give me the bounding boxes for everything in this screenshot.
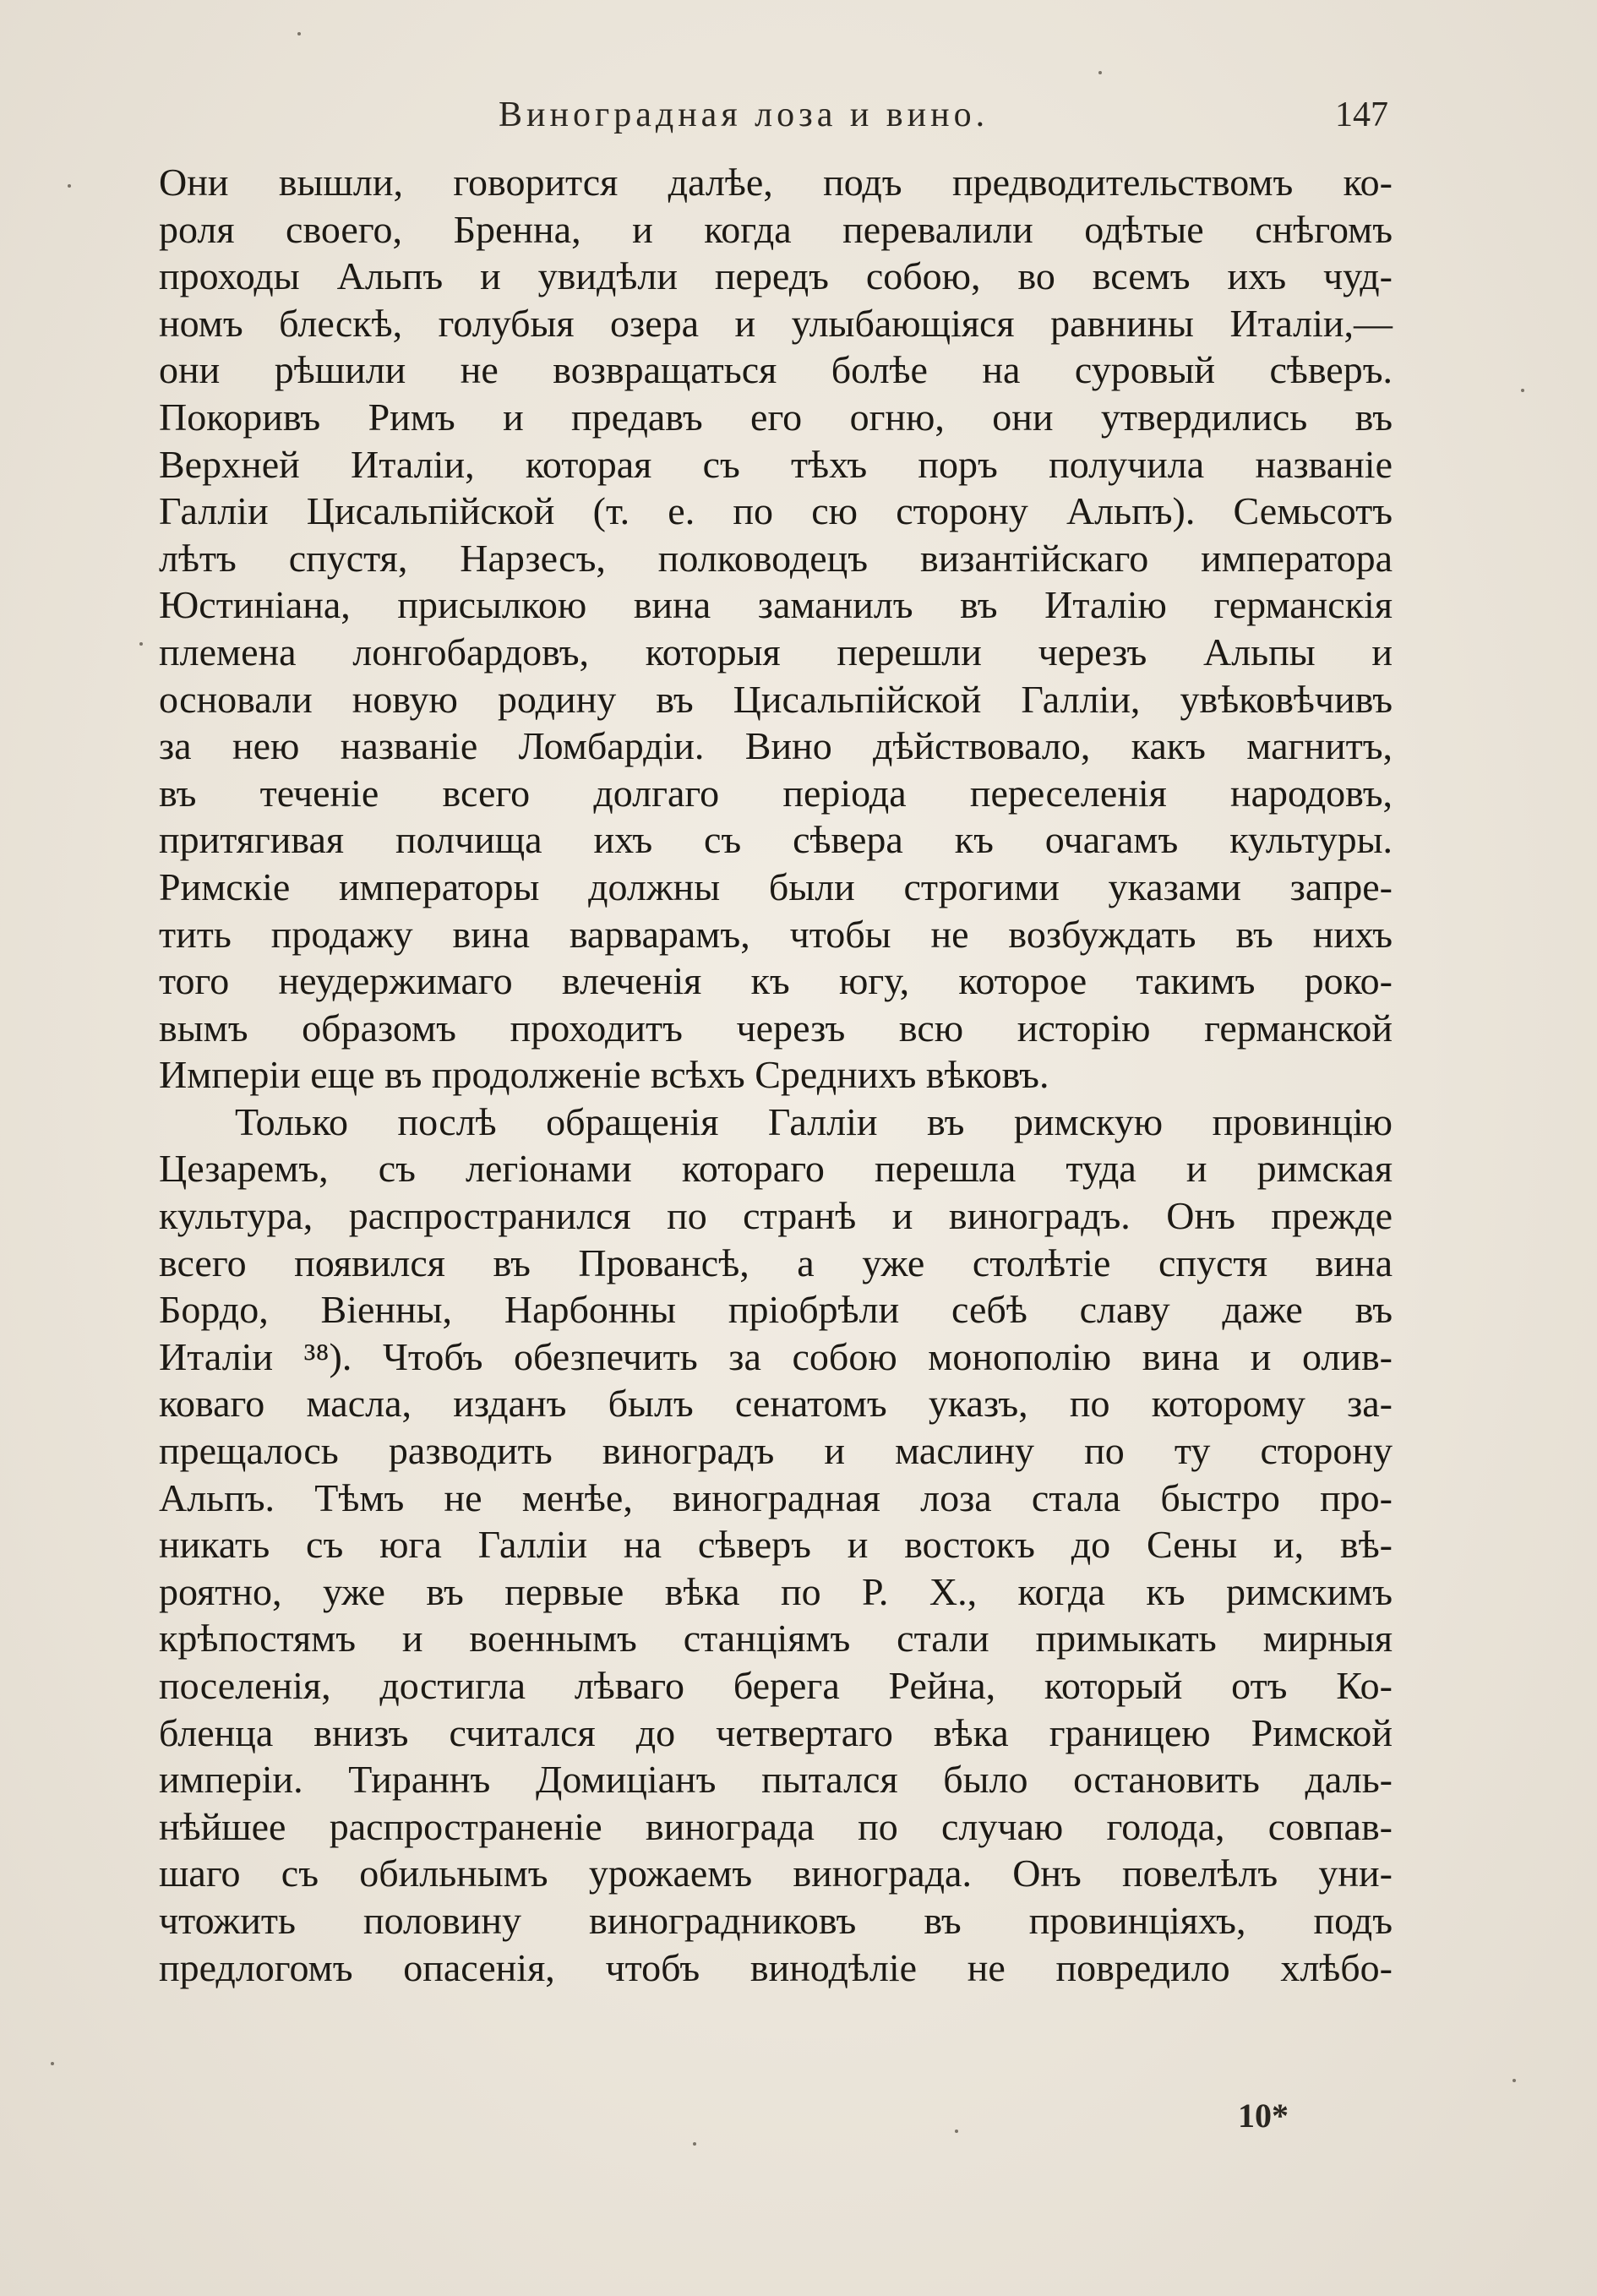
text-line: поселенія, достигла лѣваго берега Рейна, который отъ Ко- <box>159 1664 1393 1707</box>
paragraph-first-line: Только послѣ обращенія Галліи въ римскую провинцію <box>235 1099 1393 1143</box>
body-text <box>159 159 1393 1991</box>
text-line: лѣтъ спустя, Нарзесъ, полководецъ византійскаго императора <box>159 536 1393 580</box>
text-line: того неудержимаго влеченія къ югу, которое такимъ роко- <box>159 959 1393 1003</box>
dust-speck <box>955 2130 958 2133</box>
text-line: предлогомъ опасенія, чтобъ винодѣліе не повредило хлѣбо- <box>159 1945 1393 1989</box>
running-title: Виноградная лоза и вино. <box>499 95 989 134</box>
text-line: Покоривъ Римъ и предавъ его огню, они утвердились въ <box>159 395 1393 439</box>
text-line: Италіи ³⁸). Чтобъ обезпечить за собою монополію вина и олив- <box>159 1334 1393 1378</box>
text-line: Галліи Цисальпійской (т. е. по сю сторону Альпъ). Семьсотъ <box>159 489 1393 533</box>
text-line: крѣпостямъ и военнымъ станціямъ стали примыкать мирныя <box>159 1617 1393 1661</box>
text-line: проходы Альпъ и увидѣли передъ собою, во всемъ ихъ чуд- <box>159 254 1393 298</box>
dust-speck <box>1513 2079 1516 2082</box>
text-line: шаго съ обильнымъ урожаемъ винограда. Онъ повелѣлъ уни- <box>159 1852 1393 1895</box>
dust-speck <box>68 184 71 188</box>
text-line: номъ блескѣ, голубыя озера и улыбающіяся равнины Италіи,— <box>159 301 1393 345</box>
text-line: бленца внизъ считался до четвертаго вѣка границею Римской <box>159 1710 1393 1754</box>
page-number: 147 <box>1335 95 1388 134</box>
text-line: роля своего, Бренна, и когда перевалили одѣтые снѣгомъ <box>159 207 1393 251</box>
text-line: нѣйшее распространеніе винограда по случаю голода, совпав- <box>159 1804 1393 1848</box>
text-line: основали новую родину въ Цисальпійской Галліи, увѣковѣчивъ <box>159 677 1393 721</box>
text-line: Римскіе императоры должны были строгими указами запре- <box>159 864 1393 908</box>
text-line: коваго масла, изданъ былъ сенатомъ указъ, по которому за- <box>159 1382 1393 1426</box>
text-line: они рѣшили не возвращаться болѣе на суровый сѣверъ. <box>159 348 1393 392</box>
text-line: тить продажу вина варварамъ, чтобы не возбуждать въ нихъ <box>159 912 1393 956</box>
text-line: притягивая полчища ихъ съ сѣвера къ очагамъ культуры. <box>159 818 1393 862</box>
text-line: Юстиніана, присылкою вина заманилъ въ Италію германскія <box>159 583 1393 627</box>
text-line: всего появился въ Провансѣ, а уже столѣтіе спустя вина <box>159 1241 1393 1284</box>
text-line: никать съ юга Галліи на сѣверъ и востокъ до Сены и, вѣ- <box>159 1523 1393 1567</box>
text-line: Альпъ. Тѣмъ не менѣе, виноградная лоза стала быстро про- <box>159 1475 1393 1519</box>
dust-speck <box>139 642 143 646</box>
text-line: въ теченіе всего долгаго періода переселенія народовъ, <box>159 771 1393 815</box>
text-line: Они вышли, говорится далѣе, подъ предводительствомъ ко- <box>159 161 1393 204</box>
text-line: Верхней Италіи, которая съ тѣхъ поръ получила названіе <box>159 442 1393 486</box>
text-line: за нею названіе Ломбардіи. Вино дѣйствовало, какъ магнитъ, <box>159 724 1393 768</box>
text-line: культура, распространился по странѣ и виноградъ. Онъ прежде <box>159 1194 1393 1238</box>
running-head <box>0 90 1597 149</box>
paragraph-last-line: Имперіи еще въ продолженіе всѣхъ Среднихъ вѣковъ. <box>159 1053 1049 1097</box>
text-line: прещалось разводить виноградъ и маслину по ту сторону <box>159 1429 1393 1473</box>
text-line: Бордо, Віенны, Нарбонны пріобрѣли себѣ славу даже въ <box>159 1288 1393 1332</box>
dust-speck <box>51 2062 54 2065</box>
dust-speck <box>1098 71 1102 74</box>
text-line: Цезаремъ, съ легіонами котораго перешла туда и римская <box>159 1147 1393 1191</box>
signature-mark: 10* <box>1238 2097 1289 2135</box>
dust-speck <box>1521 389 1524 392</box>
text-line: племена лонгобардовъ, которыя перешли черезъ Альпы и <box>159 630 1393 674</box>
text-line: имперіи. Тираннъ Домиціанъ пытался было остановить даль- <box>159 1758 1393 1802</box>
text-line: чтожить половину виноградниковъ въ провинціяхъ, подъ <box>159 1898 1393 1942</box>
dust-speck <box>693 2142 696 2146</box>
text-line: вымъ образомъ проходитъ черезъ всю исторію германской <box>159 1006 1393 1050</box>
dust-speck <box>297 32 301 35</box>
text-line: роятно, уже въ первые вѣка по Р. Х., когда къ римскимъ <box>159 1569 1393 1613</box>
